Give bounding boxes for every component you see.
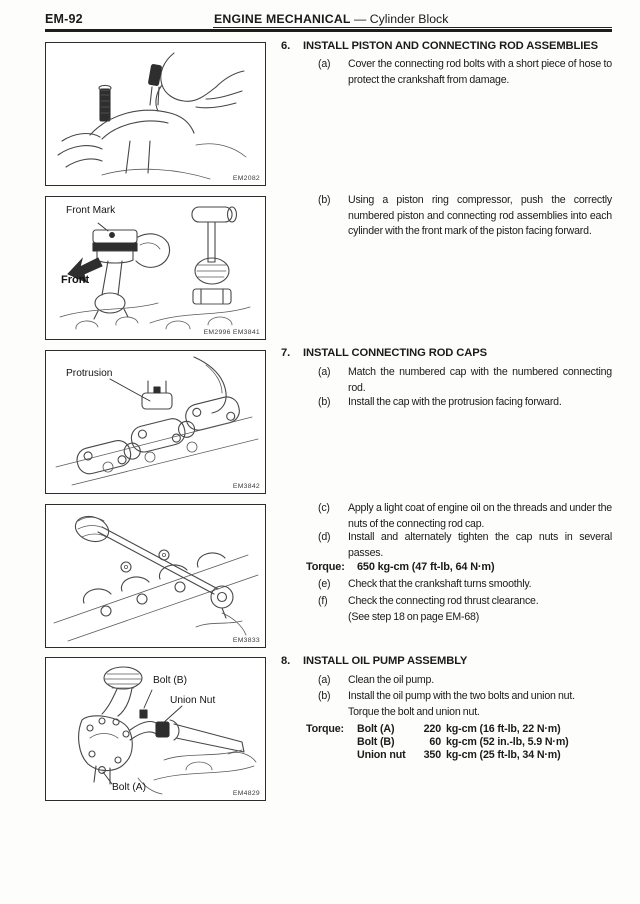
torque-spec-rod-caps (306, 561, 494, 573)
header-underline (213, 27, 612, 28)
step-6b (318, 193, 612, 240)
front-label: Front (61, 274, 90, 286)
figure-code: EM4829 (232, 790, 260, 797)
step-text (348, 594, 612, 625)
step-text: Install and alternately tighten the cap nuts in several passes. (348, 531, 612, 559)
step-label: (a) (318, 366, 331, 378)
step-label: (a) (318, 58, 331, 70)
torque-row-qty: 350 (423, 749, 441, 761)
torque-row-unit: kg-cm (52 in.-lb, 5.9 N·m) (446, 736, 569, 748)
step-7c (318, 501, 612, 532)
step-label: (e) (318, 578, 331, 590)
torque-row-name: Bolt (B) (357, 736, 395, 748)
step-text (348, 689, 612, 720)
bolt-b-label: Bolt (B) (153, 675, 187, 686)
torque-row-unit: kg-cm (25 ft-lb, 34 N·m) (446, 749, 561, 761)
section-number: 8. (281, 655, 291, 667)
figure-piston-install (45, 196, 266, 340)
union-nut-label: Union Nut (170, 695, 216, 706)
torque-row-qty: 60 (429, 736, 441, 748)
torque-spec-table (306, 723, 569, 762)
protrusion-label: Protrusion (66, 368, 113, 379)
torque-label: Torque: (306, 723, 344, 735)
torque-row-name: Union nut (357, 749, 406, 761)
figure-code: EM3833 (232, 637, 260, 644)
section-8-heading (281, 655, 467, 667)
page-title-subsection: — Cylinder Block (354, 12, 449, 26)
step-text: Apply a light coat of engine oil on the threads and under the nuts of the connecting rod cap. (348, 502, 612, 530)
step-label: (f) (318, 595, 328, 607)
engine-illustration-piston-install (46, 197, 265, 339)
page-title (214, 12, 448, 26)
engine-illustration-hose-install (46, 43, 265, 185)
torque-value: 650 kg-cm (47 ft-lb, 64 N·m) (357, 561, 495, 573)
step-text: Install the cap with the protrusion facing forward. (348, 396, 562, 408)
section-7-heading (281, 347, 487, 359)
step-label: (a) (318, 674, 331, 686)
step-label: (b) (318, 690, 331, 702)
engine-illustration-torque-wrench (46, 505, 265, 647)
step-text: Cover the connecting rod bolts with a short piece of hose to protect the crankshaft from damage. (348, 58, 612, 86)
step-text: Using a piston ring compressor, push the correctly numbered piston and connecting rod assemblies into each cylinder with the front mark of the piston facing forward. (348, 194, 612, 238)
step-text-line: Install the oil pump with the two bolts and union nut. (348, 690, 575, 702)
section-title: INSTALL CONNECTING ROD CAPS (303, 347, 487, 359)
step-8b (318, 689, 612, 720)
step-7f (318, 594, 612, 625)
section-number: 7. (281, 347, 291, 359)
page-number: EM-92 (45, 12, 83, 26)
step-reference-note: (See step 18 on page EM-68) (348, 610, 480, 623)
header-rule (45, 29, 612, 32)
step-label: (c) (318, 502, 330, 514)
torque-row-qty: 220 (423, 723, 441, 735)
front-mark-label: Front Mark (66, 205, 116, 216)
step-text: Check that the crankshaft turns smoothly. (348, 578, 532, 590)
torque-row-name: Bolt (A) (357, 723, 395, 735)
step-6a (318, 57, 612, 88)
figure-oil-pump-install (45, 657, 266, 801)
section-number: 6. (281, 40, 291, 52)
figure-code: EM3842 (232, 483, 260, 490)
step-7a (318, 365, 612, 396)
figure-code: EM2996 EM3841 (203, 329, 260, 336)
step-7e (318, 577, 612, 593)
figure-torque-cap-nuts (45, 504, 266, 648)
page-title-section: ENGINE MECHANICAL (214, 12, 351, 26)
step-label: (b) (318, 194, 331, 206)
figure-code: EM2082 (232, 175, 260, 182)
section-title: INSTALL PISTON AND CONNECTING ROD ASSEMBLIES (303, 40, 598, 52)
torque-label: Torque: (306, 561, 345, 573)
step-7d (318, 530, 612, 561)
step-7b (318, 395, 612, 411)
step-text: Match the numbered cap with the numbered connecting rod. (348, 366, 612, 394)
bolt-a-label: Bolt (A) (112, 782, 146, 793)
step-8a (318, 673, 612, 689)
step-text: Clean the oil pump. (348, 674, 434, 686)
figure-hose-over-rod-bolts (45, 42, 266, 186)
step-text-line: Check the connecting rod thrust clearance. (348, 595, 539, 607)
step-label: (b) (318, 396, 331, 408)
step-text-line: Torque the bolt and union nut. (348, 705, 480, 718)
figure-rod-cap-install (45, 350, 266, 494)
step-label: (d) (318, 531, 331, 543)
section-6-heading (281, 40, 598, 52)
torque-row-unit: kg-cm (16 ft-lb, 22 N·m) (446, 723, 561, 735)
section-title: INSTALL OIL PUMP ASSEMBLY (303, 655, 468, 667)
